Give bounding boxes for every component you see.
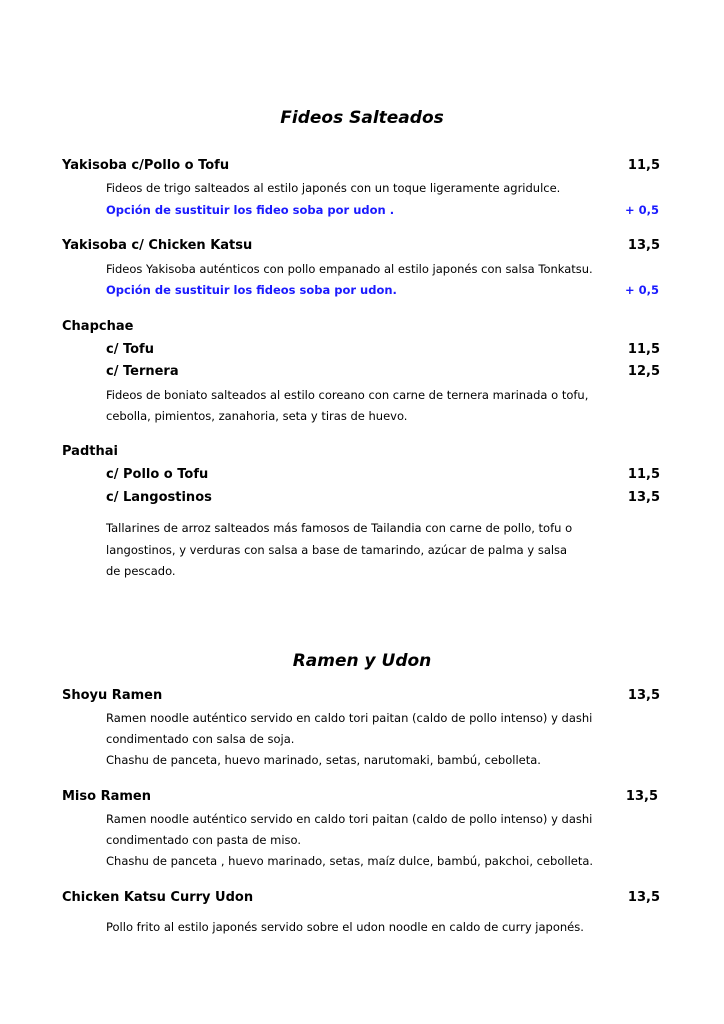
item-description: Fideos de trigo salteados al estilo japonés con un toque ligeramente agridulce. [106,181,561,195]
item-description: de pescado. [106,564,176,578]
item-description: Chashu de panceta , huevo marinado, setas, maíz dulce, bambú, pakchoi, cebolleta. [106,854,594,868]
item-variant-price: 11,5 [627,467,660,482]
item-description: condimentado con salsa de soja. [106,732,295,746]
item-option: Opción de sustituir los fideo soba por udon . [106,203,395,217]
item-variant-price: 13,5 [627,490,660,505]
item-variant-price: 12,5 [627,364,660,379]
item-price: 13,5 [627,890,660,905]
item-description: Tallarines de arroz salteados más famosos de Tailandia con carne de pollo, tofu o [106,521,573,535]
item-name: Shoyu Ramen [62,688,163,703]
item-price: 11,5 [627,158,660,173]
item-variant-name: c/ Langostinos [106,490,212,505]
item-description: condimentado con pasta de miso. [106,833,302,847]
item-variant-name: c/ Pollo o Tofu [106,467,209,482]
item-name: Yakisoba c/Pollo o Tofu [62,158,230,173]
section-title-ramen-y-udon: Ramen y Udon [292,651,432,671]
item-description: cebolla, pimientos, zanahoria, seta y tiras de huevo. [106,409,408,423]
item-description: Fideos Yakisoba auténticos con pollo empanado al estilo japonés con salsa Tonkatsu. [106,262,593,276]
item-price: 13,5 [625,789,658,804]
item-option-price: + 0,5 [624,203,659,217]
item-name: Padthai [62,444,118,459]
item-name: Yakisoba c/ Chicken Katsu [62,238,253,253]
item-variant-name: c/ Tofu [106,342,154,357]
item-name: Miso Ramen [62,789,151,804]
section-title-fideos-salteados: Fideos Salteados [280,108,444,128]
item-option-price: + 0,5 [624,283,659,297]
item-description: Ramen noodle auténtico servido en caldo tori paitan (caldo de pollo intenso) y dashi [106,711,593,725]
item-description: Chashu de panceta, huevo marinado, setas, narutomaki, bambú, cebolleta. [106,753,541,767]
item-description: Pollo frito al estilo japonés servido sobre el udon noodle en caldo de curry japonés. [106,920,584,934]
item-description: langostinos, y verduras con salsa a base de tamarindo, azúcar de palma y salsa [106,543,568,557]
item-description: Ramen noodle auténtico servido en caldo tori paitan (caldo de pollo intenso) y dashi [106,812,593,826]
item-variant-price: 11,5 [627,342,660,357]
item-price: 13,5 [627,238,660,253]
item-name: Chapchae [62,319,134,334]
item-variant-name: c/ Ternera [106,364,179,379]
item-price: 13,5 [627,688,660,703]
item-option: Opción de sustituir los fideos soba por udon. [106,283,397,297]
item-description: Fideos de boniato salteados al estilo coreano con carne de ternera marinada o tofu, [106,388,589,402]
item-name: Chicken Katsu Curry Udon [62,890,254,905]
